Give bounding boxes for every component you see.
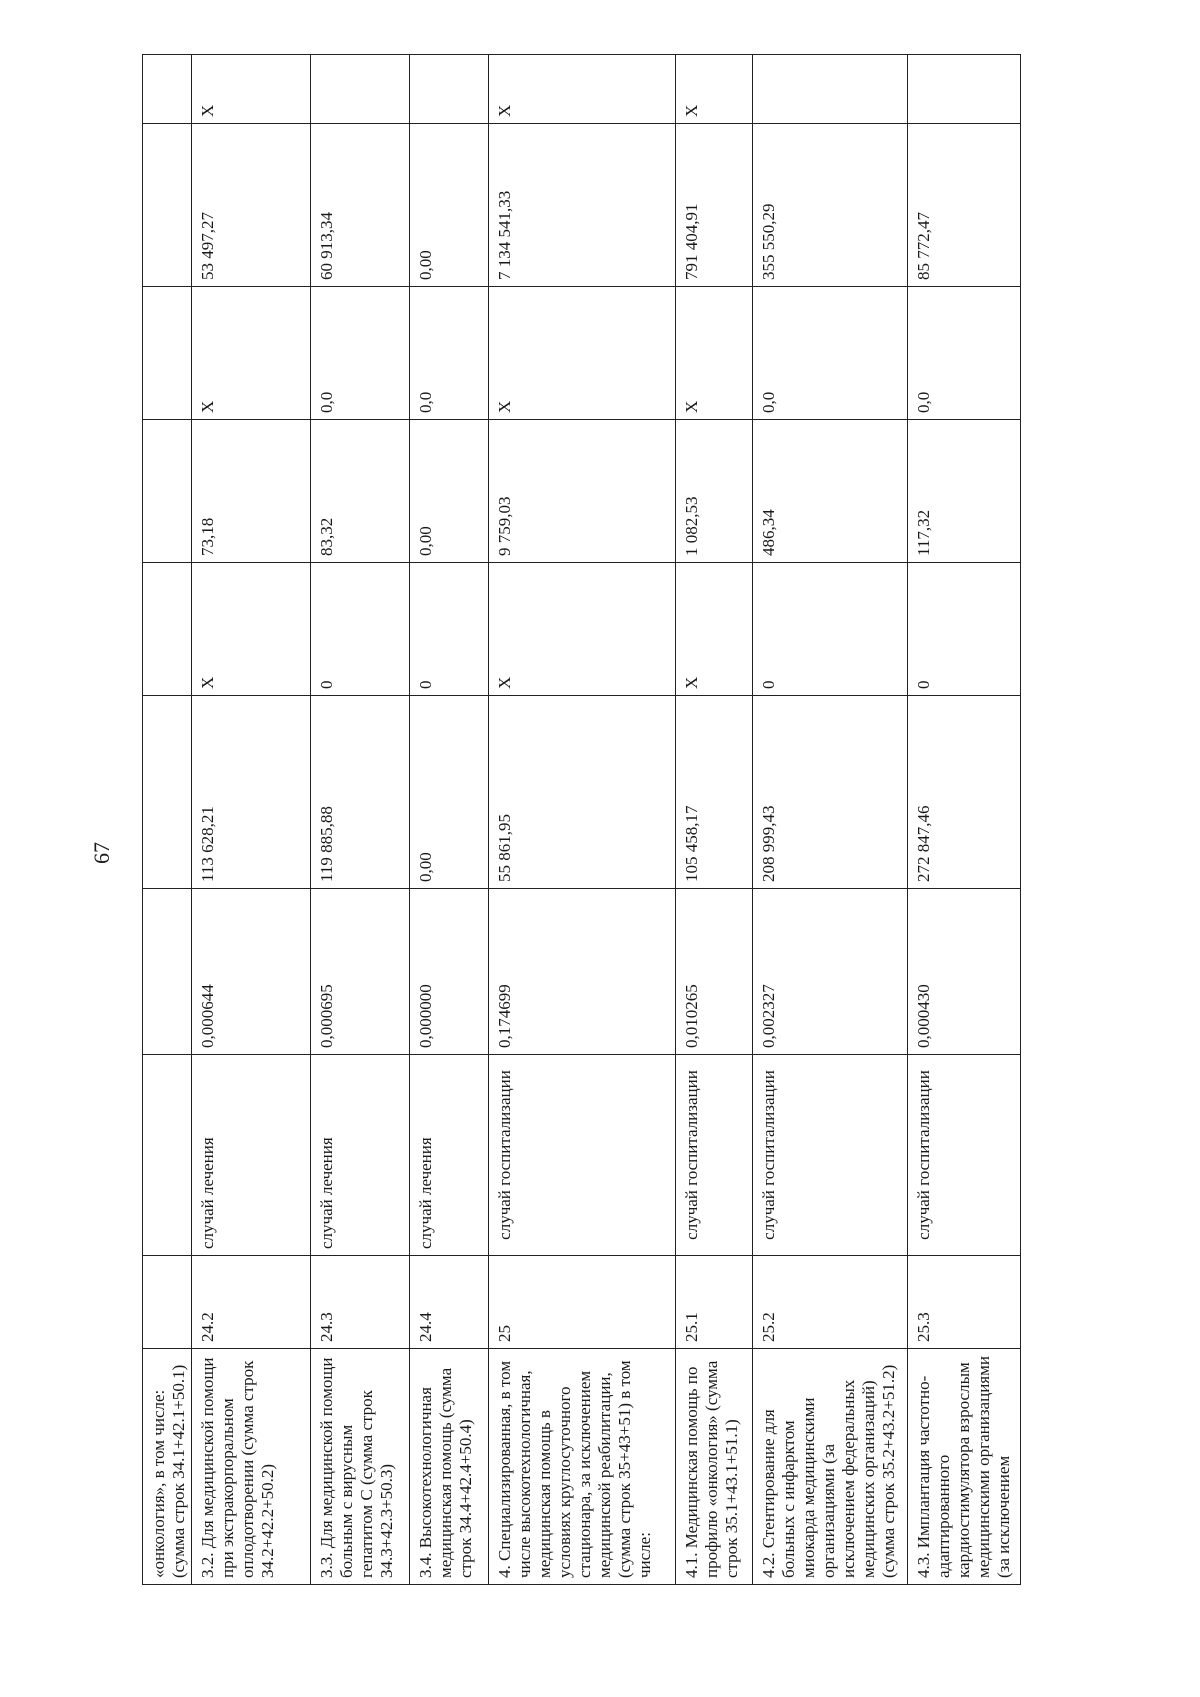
- cell-col9: 355 550,29: [753, 124, 908, 287]
- cell-col5: 119 885,88: [311, 696, 410, 889]
- cell-col8: X: [489, 287, 676, 420]
- cell-col9: 7 134 541,33: [489, 124, 676, 287]
- row-unit: случай лечения: [192, 1055, 311, 1256]
- cell-col6: X: [676, 563, 753, 696]
- cell-col4: [143, 889, 192, 1055]
- cell-col8: 0,0: [311, 287, 410, 420]
- table-row: [311, 55, 410, 1585]
- table-row: [676, 55, 753, 1585]
- cell-col9: 60 913,34: [311, 124, 410, 287]
- cell-col7: 83,32: [311, 420, 410, 563]
- cell-col4: 0,000000: [410, 889, 489, 1055]
- table-row: [143, 55, 192, 1585]
- row-code: 25.1: [676, 1256, 753, 1349]
- cell-col10: [753, 55, 908, 124]
- cell-col8: 0,0: [908, 287, 1021, 420]
- cell-col5: 0,00: [410, 696, 489, 889]
- cell-col10: [143, 55, 192, 124]
- cell-col4: 0,010265: [676, 889, 753, 1055]
- rotated-table-wrapper: [142, 104, 1013, 1585]
- page-number: 67: [89, 842, 114, 864]
- cell-col5: 272 847,46: [908, 696, 1021, 889]
- cell-col8: 0,0: [753, 287, 908, 420]
- cell-col7: 73,18: [192, 420, 311, 563]
- row-code: 24.2: [192, 1256, 311, 1349]
- row-code: 24.4: [410, 1256, 489, 1349]
- cell-col4: 0,174699: [489, 889, 676, 1055]
- cell-col10: X: [489, 55, 676, 124]
- cell-col7: 117,32: [908, 420, 1021, 563]
- cell-col9: 0,00: [410, 124, 489, 287]
- cell-col9: [143, 124, 192, 287]
- cell-col4: 0,002327: [753, 889, 908, 1055]
- cell-col7: 9 759,03: [489, 420, 676, 563]
- cell-col7: 1 082,53: [676, 420, 753, 563]
- cell-col8: X: [676, 287, 753, 420]
- row-unit: случай лечения: [410, 1055, 489, 1256]
- cell-col5: [143, 696, 192, 889]
- row-code: 25: [489, 1256, 676, 1349]
- cell-col9: 791 404,91: [676, 124, 753, 287]
- row-name: 4. Специализированная, в том числе высокотехнологичная, медицинская помощь в условиях круглосуточного стационара, за исключением медицинской реабилитации, (сумма строк 35+43+51) в том числе:: [489, 1349, 676, 1585]
- cell-col8: X: [192, 287, 311, 420]
- cell-col7: 0,00: [410, 420, 489, 563]
- cell-col5: 55 861,95: [489, 696, 676, 889]
- cell-col9: 85 772,47: [908, 124, 1021, 287]
- row-unit: [143, 1055, 192, 1256]
- table-row: [489, 55, 676, 1585]
- row-unit: случай госпитализации: [908, 1055, 1021, 1256]
- table-row: [410, 55, 489, 1585]
- cell-col7: 486,34: [753, 420, 908, 563]
- cell-col6: 0: [410, 563, 489, 696]
- row-code: 24.3: [311, 1256, 410, 1349]
- row-code: 25.2: [753, 1256, 908, 1349]
- cell-col9: 53 497,27: [192, 124, 311, 287]
- row-code: [143, 1256, 192, 1349]
- row-name: «онкология», в том числе: (сумма строк 34.1+42.1+50.1): [143, 1349, 192, 1585]
- row-name: 3.2. Для медицинской помощи при экстракорпоральном оплодотворении (сумма строк 34.2+42.2+50.2): [192, 1349, 311, 1585]
- cell-col10: [311, 55, 410, 124]
- cell-col5: 113 628,21: [192, 696, 311, 889]
- cell-col6: 0: [908, 563, 1021, 696]
- row-unit: случай госпитализации: [676, 1055, 753, 1256]
- row-name: 3.4. Высокотехнологичная медицинская помощь (сумма строк 34.4+42.4+50.4): [410, 1349, 489, 1585]
- table-row: [753, 55, 908, 1585]
- cell-col10: [908, 55, 1021, 124]
- cell-col6: 0: [753, 563, 908, 696]
- row-name: 4.2. Стентирование для больных с инфарктом миокарда медицинскими организациями (за исключением федеральных медицинских организаций) (сумма строк 35.2+43.2+51.2): [753, 1349, 908, 1585]
- table-row: [908, 55, 1021, 1585]
- cell-col4: 0,000430: [908, 889, 1021, 1055]
- cell-col10: [410, 55, 489, 124]
- row-name: 3.3. Для медицинской помощи больным с вирусным гепатитом С (сумма строк 34.3+42.3+50.3): [311, 1349, 410, 1585]
- cell-col6: X: [489, 563, 676, 696]
- cell-col4: 0,000695: [311, 889, 410, 1055]
- cell-col8: [143, 287, 192, 420]
- cell-col7: [143, 420, 192, 563]
- row-unit: случай госпитализации: [753, 1055, 908, 1256]
- cell-col6: [143, 563, 192, 696]
- cell-col4: 0,000644: [192, 889, 311, 1055]
- cell-col10: X: [676, 55, 753, 124]
- cell-col10: X: [192, 55, 311, 124]
- row-unit: случай лечения: [311, 1055, 410, 1256]
- cell-col5: 105 458,17: [676, 696, 753, 889]
- data-table: [142, 54, 1021, 1585]
- cell-col8: 0,0: [410, 287, 489, 420]
- cell-col5: 208 999,43: [753, 696, 908, 889]
- cell-col6: 0: [311, 563, 410, 696]
- cell-col6: X: [192, 563, 311, 696]
- row-name: 4.3. Имплантация частотно-адаптированного кардиостимулятора взрослым медицинскими организациями (за исключением: [908, 1349, 1021, 1585]
- row-code: 25.3: [908, 1256, 1021, 1349]
- table-row: [192, 55, 311, 1585]
- row-name: 4.1. Медицинская помощь по профилю «онкология» (сумма строк 35.1+43.1+51.1): [676, 1349, 753, 1585]
- row-unit: случай госпитализации: [489, 1055, 676, 1256]
